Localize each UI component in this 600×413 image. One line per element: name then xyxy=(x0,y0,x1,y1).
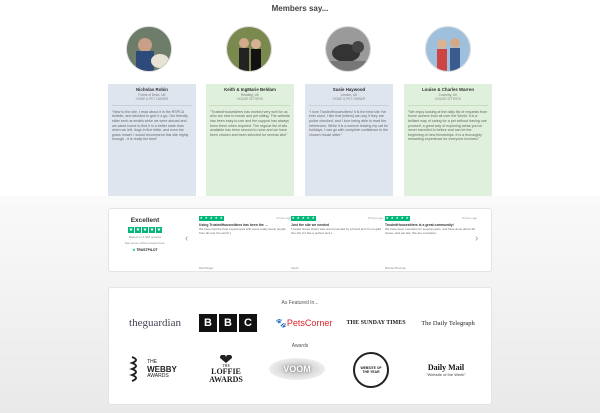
star-icon: ★ xyxy=(135,227,141,233)
guardian-logo-text: theguardian xyxy=(129,317,181,329)
star-icon: ★ xyxy=(306,216,310,220)
member-avatar xyxy=(226,26,272,72)
review-time: 8 hours ago xyxy=(462,216,477,221)
rating-label: Excellent xyxy=(130,217,160,224)
webby-line2: WEBBY xyxy=(147,364,177,374)
star-icon: ★ xyxy=(128,227,134,233)
review-body: Trusted house sitters was recommended by a friend and I'm so glad she did. It's like a perfect and s... xyxy=(291,226,382,235)
guardian-logo xyxy=(123,312,187,334)
telegraph-logo xyxy=(413,312,483,334)
loffie-line3: AWARDS xyxy=(209,374,243,384)
members-section xyxy=(0,18,600,198)
member-quote: “New to the site, I read about it in the RSPCA bulletin, and decided to give it a go. Our friendly sitter sent us emails while we were abroad and we came home to find it in a better state than when we left, dogs in fine fettle, and even the grass mown! I would recommend this site highly enough - it is really the best” xyxy=(112,109,189,142)
review-stars xyxy=(385,216,410,221)
prev-arrow-icon[interactable]: ‹ xyxy=(185,233,189,244)
member-name: Susie Haywood xyxy=(332,87,366,92)
member-name: Nicholas Robin xyxy=(136,87,168,92)
trustpilot-widget xyxy=(108,208,492,272)
member-location: Coventry, UK xyxy=(438,92,458,97)
star-icon: ★ xyxy=(390,216,394,220)
featured-title: As Featured In... xyxy=(281,300,319,306)
website-of-year-text: WEBSITE OF THE YEAR xyxy=(360,365,382,374)
webby-spring-icon xyxy=(129,355,143,383)
star-icon: ★ xyxy=(311,216,315,220)
star-icon: ★ xyxy=(149,227,155,233)
member-role: HOUSE SITTERS xyxy=(408,97,488,106)
member-role: HOME & PET OWNER xyxy=(112,97,192,106)
based-on-text[interactable]: Based on 3,448 reviews xyxy=(128,235,162,239)
webby-line1: THE xyxy=(147,358,158,365)
member-location: London, UK xyxy=(340,92,358,97)
member-name: Keith & IngMarie Beldam xyxy=(224,87,276,92)
review-headline: Just the site we needed xyxy=(291,222,330,227)
section-title: Members say... xyxy=(271,4,329,13)
member-location: Reading, UK xyxy=(240,92,260,97)
testimonial-card xyxy=(108,84,196,198)
webby-awards-logo xyxy=(123,352,183,386)
testimonial-card xyxy=(305,84,393,198)
star-icon: ★ xyxy=(209,216,213,220)
star-icon: ★ xyxy=(156,227,162,233)
star-icon: ★ xyxy=(199,216,203,220)
loffie-awards-logo xyxy=(201,352,251,386)
star-icon: ★ xyxy=(405,216,409,220)
daily-mail-text: Daily Mail xyxy=(427,363,465,372)
star-icon: ★ xyxy=(142,227,148,233)
member-name: Louise & Charles Warren xyxy=(421,87,475,92)
petscorner-logo-text: PetsCorner xyxy=(286,318,333,328)
review-stars xyxy=(199,216,224,221)
website-of-year-badge xyxy=(353,352,389,388)
review-stars xyxy=(291,216,316,221)
star-icon: ★ xyxy=(204,216,208,220)
star-icon: ★ xyxy=(385,216,389,220)
daily-mail-logo xyxy=(413,356,479,384)
star-icon: ★ xyxy=(301,216,305,220)
testimonial-card xyxy=(404,84,492,198)
review-body: We have been members for several years, and have done about 30 house- and pet-sits. We are completel... xyxy=(385,226,475,235)
review-author: Mia Pilinger xyxy=(199,266,214,270)
review-time: 8 hours ago xyxy=(368,216,383,221)
trustpilot-brand: TRUSTPILOT xyxy=(136,248,158,252)
review-card[interactable] xyxy=(291,216,383,270)
member-location: Forest of Dean, UK xyxy=(138,92,166,97)
star-icon: ★ xyxy=(291,216,295,220)
rating-stars xyxy=(115,227,175,233)
review-author: Michael Brennan xyxy=(385,266,406,270)
bbc-logo: B B C xyxy=(197,314,259,332)
star-icon: ★ xyxy=(296,216,300,220)
testimonial-card xyxy=(206,84,294,198)
member-quote: “TrustedHousesitters has worked very well for us who are new to house and pet sitting. The website has been easy to use and the support has always been there when required. The regular list of sits available has been second to none and we have been chosen and been selected for several sits!” xyxy=(210,109,290,137)
member-avatar xyxy=(126,26,172,72)
sunday-times-logo xyxy=(343,312,409,334)
sunday-times-logo-text: THE SUNDAY TIMES xyxy=(346,320,406,326)
featured-in-panel xyxy=(108,287,492,405)
review-card[interactable] xyxy=(385,216,477,270)
petscorner-logo: 🐾 PetsCorner xyxy=(275,317,333,328)
member-avatar xyxy=(325,26,371,72)
awards-title: Awards xyxy=(291,343,309,349)
telegraph-logo-text: The Daily Telegraph xyxy=(421,319,475,327)
member-quote: “We enjoy looking at the daily list of requests from home owners from all over the World. It is a brilliant way of caring for a pet without having one yourself, a great way of exploring areas you've never travelled to before and can be the beginning of new friendships. It is a thoroughly rewarding experience for everyone involved.” xyxy=(408,109,488,142)
member-quote: “I love TrustedHousesitters! It is the best site I've ever used. I like that [sitters] can say if they are police checked, and I love being able to read the references. While it is a wrench leaving my cat for holidays, I can go with complete confidence in the chosen house sitter.” xyxy=(309,109,389,137)
daily-mail-subtext: “Website of the Week” xyxy=(426,372,466,377)
voom-logo-text: VOOM xyxy=(283,364,311,374)
star-icon: ★ xyxy=(219,216,223,220)
loffie-line2: LOFFIE xyxy=(211,366,241,376)
review-author: Sarah xyxy=(291,266,299,270)
voom-logo xyxy=(269,358,325,380)
star-icon: ★ xyxy=(395,216,399,220)
heart-icon xyxy=(219,355,233,363)
review-body: We have had the best experiences with some really lovely people from all over the world :) xyxy=(199,226,286,235)
review-headline: TrustedHousesitters is a great community! xyxy=(385,222,454,227)
review-time: 3 hours ago xyxy=(276,216,291,221)
webby-line3: AWARDS xyxy=(147,372,169,379)
next-arrow-icon[interactable]: › xyxy=(475,233,479,244)
member-role: HOUSE SITTERS xyxy=(210,97,290,106)
review-headline: Using TrustedHousesitters has been the ... xyxy=(199,222,268,227)
see-reviews-text: See some of the reviews here. xyxy=(124,241,166,245)
trustpilot-logo[interactable]: ★ TRUSTPILOT xyxy=(132,248,158,252)
star-icon: ★ xyxy=(214,216,218,220)
star-icon: ★ xyxy=(400,216,404,220)
trustpilot-summary[interactable] xyxy=(115,217,175,252)
member-avatar xyxy=(425,26,471,72)
review-card[interactable] xyxy=(199,216,291,270)
loffie-line1: THE xyxy=(222,362,230,368)
member-role: HOME & PET OWNER xyxy=(309,97,389,106)
